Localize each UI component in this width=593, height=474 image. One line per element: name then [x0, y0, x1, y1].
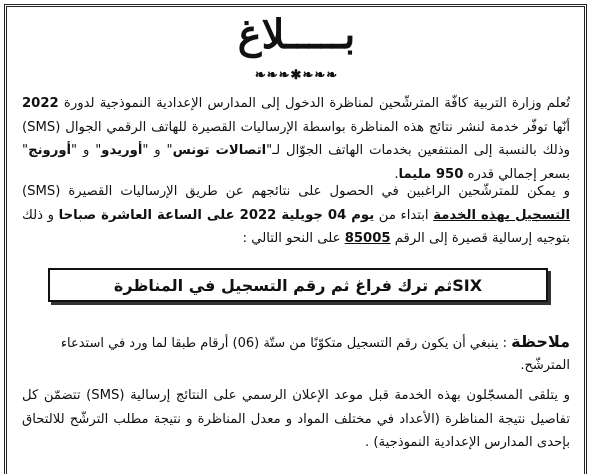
- p1-text-b: أنّها توفّر خدمة لنشر نتائج هذه المناظرة بواسطة الإرساليات القصيرة للهاتف الرقمي الجوال (SMS) وذلك بالنسبة إلى المنتفعين بخدمات الهاتف الجوّال لـ": [22, 119, 570, 158]
- instruction-text: ثم ترك فراغ ثم رقم التسجيل في المناظرة: [113, 275, 453, 295]
- p2-registration: التسجيل بهذه الخدمة: [433, 207, 571, 223]
- p1-text-d: " و ": [71, 143, 102, 158]
- p1-operator-2: أوريدو: [101, 143, 143, 158]
- paragraph-results: و يتلقى المسجّلون بهذه الخدمة قبل موعد الإعلان الرسمي على النتائج إرسالية (SMS) تتضمّن كل تفاصيل نتيجة المناظرة (الأعداد في مختلف المواد و معدل المناظرة و نتيجة مطلب الترشّح للالتحاق بإحدى المدارس الإعدادية النموذجية) .: [22, 388, 570, 450]
- p2-text-c: و ذلك بتوجيه إرسالية قصيرة إلى الرقم: [22, 207, 570, 246]
- p1-text-f: .: [394, 166, 399, 182]
- p1-text-a: تُعلم وزارة التربية كافّة المترشّحين لمناظرة الدخول إلى المدارس الإعدادية النموذجية لدورة: [58, 96, 570, 111]
- note-label: ملاحظة: [511, 332, 570, 351]
- page-title: بـــــلاغ: [237, 11, 356, 58]
- p1-text-c: " و ": [142, 143, 173, 158]
- paragraph-announcement: [22, 92, 570, 186]
- note: [22, 331, 570, 377]
- p1-operator-3: أورونج: [28, 143, 72, 158]
- p2-text-b: ابتداء من: [374, 207, 434, 223]
- p1-price: 950 مليما: [398, 166, 464, 182]
- paragraph-registration: [22, 180, 570, 251]
- instruction-box: [48, 268, 548, 302]
- p2-sms-number: 85005: [344, 231, 391, 246]
- sms-code: SIX: [452, 275, 483, 295]
- note-text: : ينبغي أن يكون رقم التسجيل متكوّنًا من ستّة (06) أرقام طبقا لما ورد في استدعاء المترشّح.: [60, 336, 570, 373]
- p1-text-e: " بسعر إجمالي قدره: [22, 143, 570, 182]
- p2-date: يوم 04 جويلية 2022 على الساعة العاشرة صباحا: [58, 207, 375, 223]
- p1-operator-1: اتصالات تونس: [172, 143, 267, 158]
- p1-year: 2022: [22, 96, 59, 111]
- p2-text-a: و يمكن للمترشّحين الراغبين في الحصول على نتائجهم عن طريق الإرساليات القصيرة (SMS): [22, 184, 570, 199]
- p2-text-d: على النحو التالي :: [242, 231, 345, 246]
- ornament-divider: ❧❧❧✱❧❧❧: [254, 68, 339, 83]
